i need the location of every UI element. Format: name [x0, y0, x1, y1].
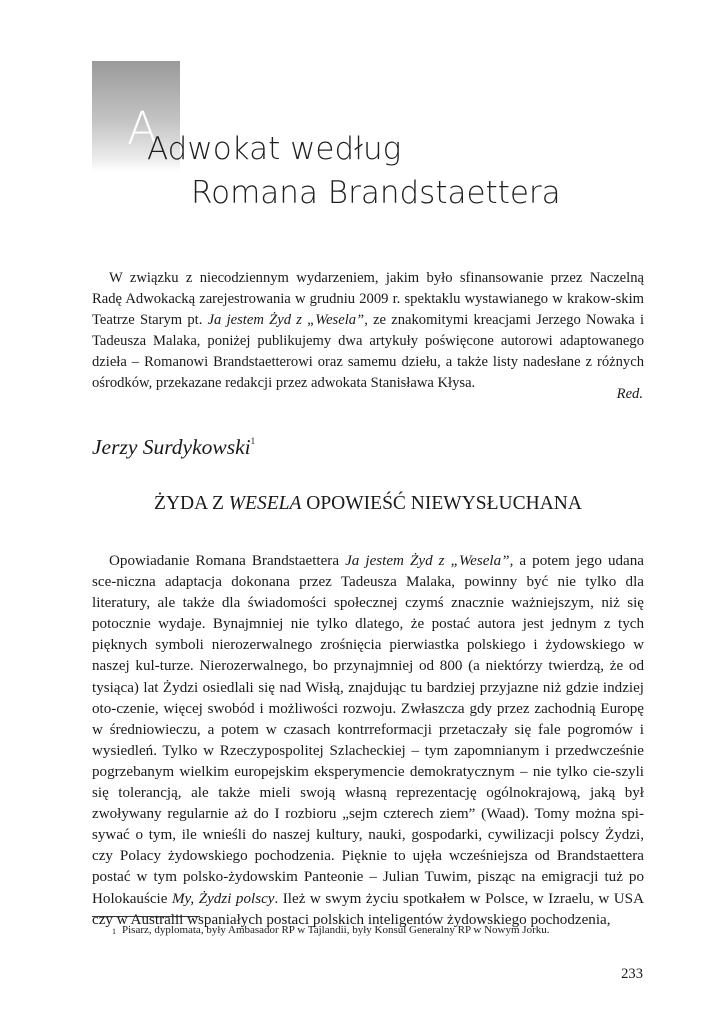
editorial-signature: Red.	[616, 386, 643, 402]
poem-title: My, Żydzi polscy	[171, 890, 275, 907]
body-paragraph: Opowiadanie Romana Brandstaettera Ja jestem Żyd z „Wesela”, a potem jego udana sce-niczna adaptacja dokonana przez Tadeusza Malaka, powinny być nie tylko dla literatury, ale także dla świadomości społecznej czymś znacznie ważniejszym, niż się potocznie wydaje. Bynajmniej nie tylko dlatego, że postać autora jest jednym z tych pięknych symboli nierozerwalnego zrośnięcia pierwiastka polskiego i żydowskiego w naszej kul-turze. Nierozerwalnego, bo przynajmniej od 800 (a niektórzy twierdzą, że od tysiąca) lat Żydzi osiedlali się nad Wisłą, znajdując tu bardziej przyjazne niż gdzie indziej oto-czenie, więcej swobód i możliwości rozwoju. Zwłaszcza gdy przez zachodnią Europę w średniowieczu, a potem w czasach kontrreformacji przetaczały się fale pogromów i wysiedleń. Tylko w Rzeczypospolitej Szlacheckiej – tym zapomnianym i przedwcześnie pogrzebanym wielkim europejskim eksperymencie demokratycznym – nie tylko cie-szyli się tolerancją, ale także mieli swoją własną reprezentację ogólnokrajową, jaką był zwoływany regularnie aż do I rozbioru „sejm czterech ziem” (Waad). Tomy można spi-sywać o tym, ile wnieśli do naszej kultury, nauki, gospodarki, cywilizacji polscy Żydzi, czy Polacy żydowskiego pochodzenia. Pięknie to ujęła wcześniejsza od Brandstaettera postać w tym polsko-żydowskim Panteonie – Julian Tuwim, pisząc na emigracji tuż po Holokauście My, Żydzi polscy. Ileż w swym życiu spotkałem w Polsce, w Izraelu, w USA czy w Australii wspaniałych postaci polskich inteligentów żydowskiego pochodzenia,	[92, 553, 644, 928]
footnote-number: 1	[112, 927, 116, 936]
footnote-reference[interactable]: 1	[250, 436, 256, 446]
footnote-separator	[92, 916, 200, 917]
footnote	[92, 923, 644, 938]
play-title: Ja jestem Żyd z „Wesela”	[207, 312, 365, 328]
book-title: Ja jestem Żyd z „Wesela”	[345, 553, 510, 569]
editorial-paragraph: W związku z niecodziennym wydarzeniem, jakim było sfinansowanie przez Naczelną Radę Adwokacką zarejestrowania w grudniu 2009 r. spektaklu wystawianego w krakow-skim Teatrze Starym pt. Ja jestem Żyd z „Wesela”, ze znakomitymi kreacjami Jerzego Nowaka i Tadeusza Malaka, poniżej publikujemy dwa artykuły poświęcone autorowi adaptowanego dzieła – Romanowi Brandstaetterowi oraz samemu dziełu, a także listy nadesłane z różnych ośrodków, przekazane redakcji przez adwokata Stanisława Kłysa.	[92, 270, 644, 391]
chapter-title-line-2: Romana Brandstaettera	[191, 175, 561, 211]
article-body	[92, 551, 644, 931]
author-name: Jerzy Surdykowski$^1$	[92, 435, 256, 460]
chapter-title-line-1: Adwokat według	[147, 131, 402, 167]
page-number: 233	[621, 966, 643, 982]
footnote-text: Pisarz, dyplomata, były Ambasador RP w Tajlandii, były Konsul Generalny RP w Nowym Jorku.	[122, 924, 550, 936]
editorial-note	[92, 268, 644, 394]
title-initial-letter: A	[127, 102, 158, 155]
article-title: ŻYDA Z WESELA OPOWIEŚĆ NIEWYSŁUCHANA	[154, 493, 582, 514]
